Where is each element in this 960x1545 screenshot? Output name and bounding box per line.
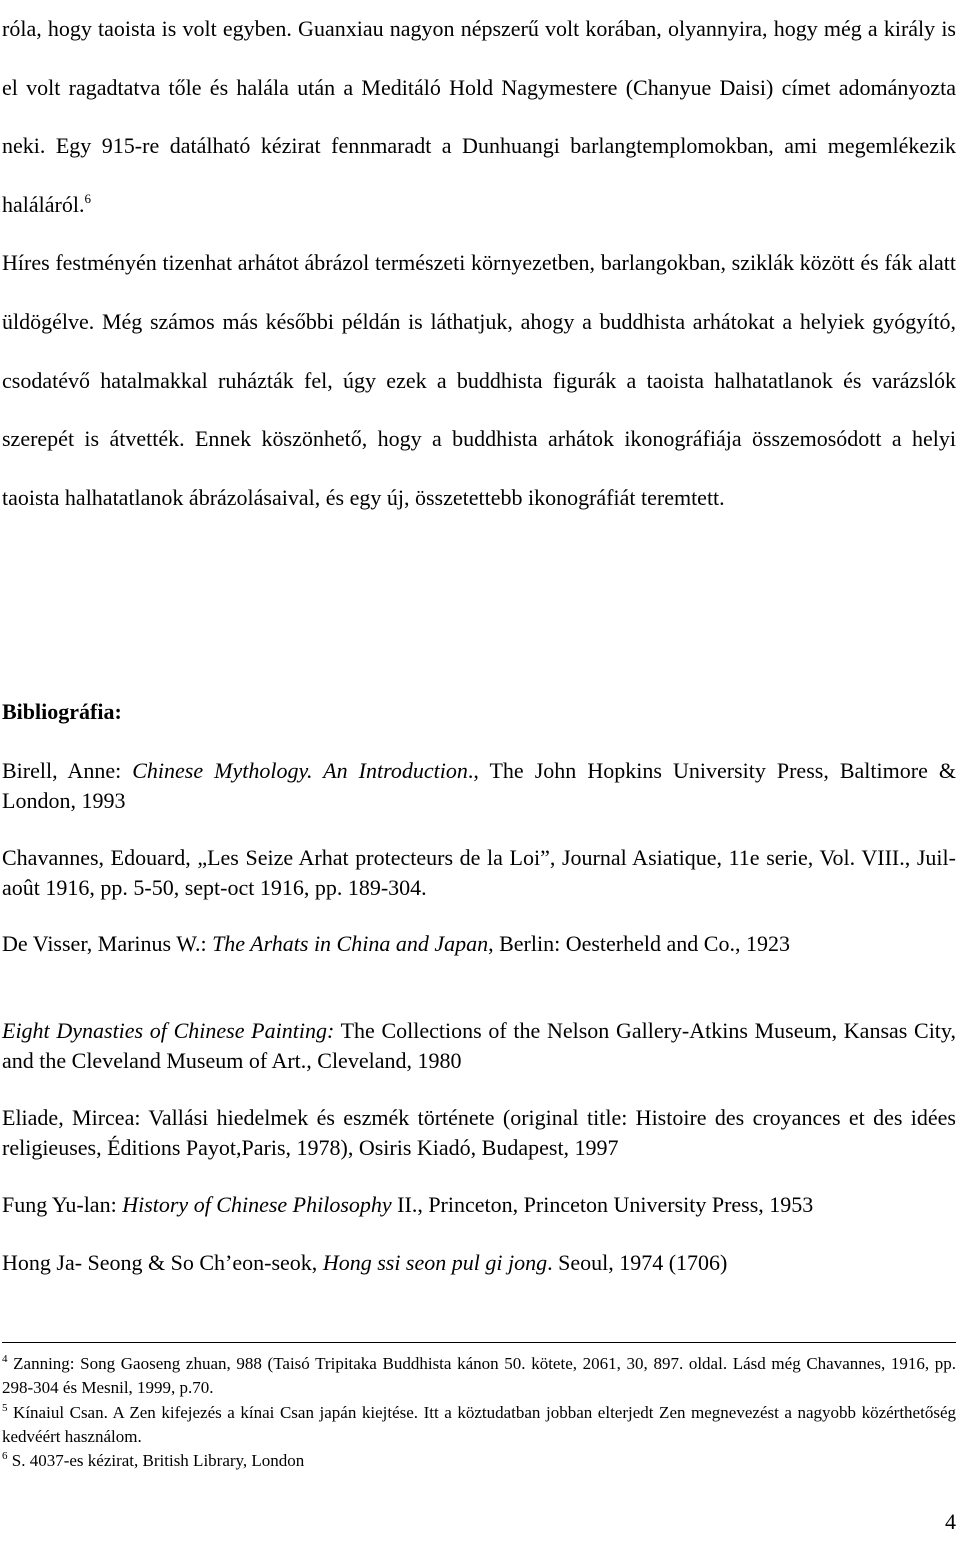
footnote-text: Kínaiul Csan. A Zen kifejezés a kínai Csan japán kiejtése. Itt a köztudatban jobban elterjedt Zen megnevezést a nagyobb közérthetőség kedvéért használom. bbox=[2, 1403, 956, 1446]
footnote-number: 6 bbox=[2, 1450, 8, 1462]
footnote bbox=[2, 1449, 956, 1473]
bibliography-entry: Eight Dynasties of Chinese Painting: The Collections of the Nelson Gallery-Atkins Museum, Kansas City, and the Cleveland Museum of Art., Cleveland, 1980 bbox=[2, 1018, 956, 1073]
footnote-separator bbox=[2, 1342, 956, 1343]
footnote-text: S. 4037-es kézirat, British Library, London bbox=[7, 1451, 305, 1470]
footnote-text: Zanning: Song Gaoseng zhuan, 988 (Taisó Tripitaka Buddhista kánon 50. kötete, 2061, 30, 897. oldal. Lásd még Chavannes, 1916, pp. 298-304 és Mesnil, 1999, p.70. bbox=[2, 1354, 956, 1397]
bibliography-entry: Birell, Anne: Chinese Mythology. An Introduction., The John Hopkins University Press, Baltimore & London, 1993 bbox=[2, 758, 956, 813]
bibliography-heading: Bibliográfia: bbox=[2, 699, 122, 724]
paragraph-text: róla, hogy taoista is volt egyben. Guanxiau nagyon népszerű volt korában, olyannyira, hogy még a király is el volt ragadtatva tőle és halála után a Meditáló Hold Nagymestere (Chanyue Daisi) címet adományozta neki. Egy 915-re datálható kézirat fennmaradt a Dunhuangi barlangtemplomokban, ami megemlékezik haláláról. bbox=[2, 16, 956, 217]
footnote bbox=[2, 1401, 956, 1449]
bibliography-entry: Eliade, Mircea: Vallási hiedelmek és eszmék története (original title: Histoire des croyances et des idées religieuses, Éditions Payot,Paris, 1978), Osiris Kiadó, Budapest, 1997 bbox=[2, 1105, 956, 1160]
paragraph bbox=[2, 0, 956, 234]
bibliography-entry: Chavannes, Edouard, „Les Seize Arhat protecteurs de la Loi”, Journal Asiatique, 11e serie, Vol. VIII., Juil-août 1916, pp. 5-50, sept-oct 1916, pp. 189-304. bbox=[2, 845, 956, 900]
body-text bbox=[2, 0, 956, 527]
bibliography-entry: Fung Yu-lan: History of Chinese Philosophy II., Princeton, Princeton University Press, 1953 bbox=[2, 1192, 814, 1217]
footnote bbox=[2, 1352, 956, 1400]
footnote-number: 4 bbox=[2, 1353, 8, 1365]
bibliography-entry: De Visser, Marinus W.: The Arhats in China and Japan, Berlin: Oesterheld and Co., 1923 bbox=[2, 931, 790, 956]
footnote-reference[interactable]: 6 bbox=[84, 190, 91, 206]
footnote-number: 5 bbox=[2, 1402, 8, 1414]
bibliography-entry: Hong Ja- Seong & So Ch’eon-seok, Hong ssi seon pul gi jong. Seoul, 1974 (1706) bbox=[2, 1250, 728, 1275]
paragraph: Híres festményén tizenhat arhátot ábrázol természeti környezetben, barlangokban, sziklák között és fák alatt üldögélve. Még számos más későbbi példán is láthatjuk, ahogy a buddhista arhátokat a helyiek gyógyító, csodatévő hatalmakkal ruházták fel, úgy ezek a buddhista figurák a taoista halhatatlanok és varázslók szerepét is átvették. Ennek köszönhető, hogy a buddhista arhátok ikonográfiája összemosódott a helyi taoista halhatatlanok ábrázolásaival, és egy új, összetettebb ikonográfiát teremtett. bbox=[2, 250, 956, 510]
page-number: 4 bbox=[945, 1509, 956, 1534]
